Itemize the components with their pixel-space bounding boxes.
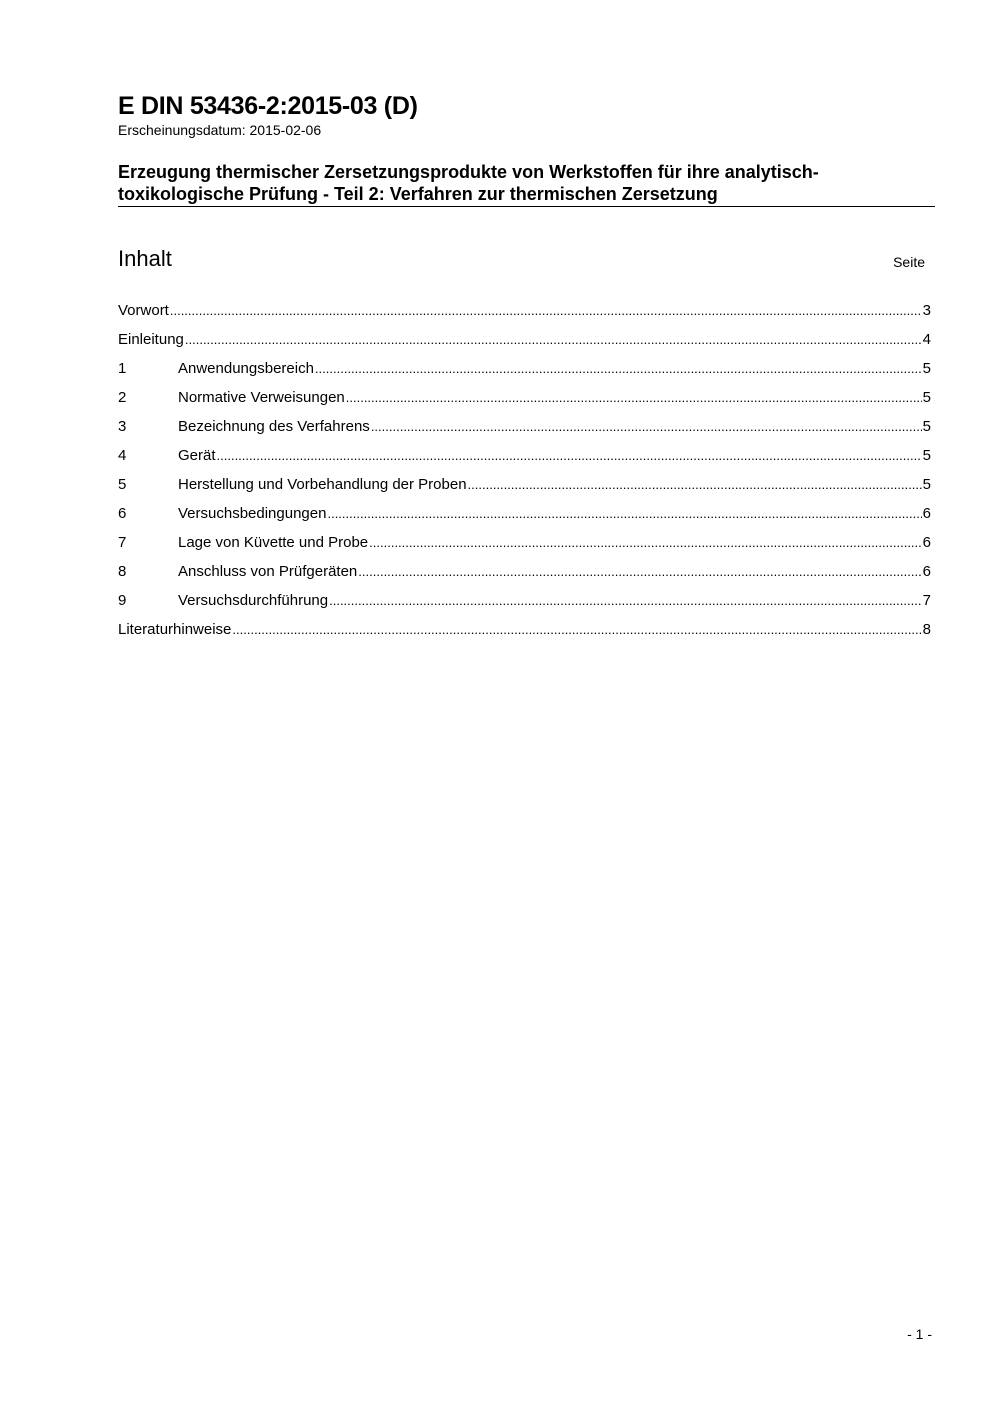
toc-leader-dots [217, 446, 922, 466]
toc-entry-page: 6 [922, 563, 931, 580]
table-of-contents [118, 301, 931, 649]
document-id: E DIN 53436-2:2015-03 (D) [118, 92, 418, 120]
toc-entry-page: 5 [922, 476, 931, 493]
toc-entry-page: 5 [922, 360, 931, 377]
toc-entry-number: 4 [118, 447, 127, 464]
toc-entry-anwendungsbereich[interactable] [118, 359, 931, 388]
toc-entry-title: Normative Verweisungen [178, 389, 345, 406]
toc-entry-page: 5 [922, 447, 931, 464]
toc-leader-dots [468, 475, 922, 495]
toc-leader-dots [371, 417, 922, 437]
toc-entry-page: 8 [922, 621, 931, 638]
toc-leader-dots [170, 301, 922, 321]
toc-heading: Inhalt [118, 246, 172, 271]
toc-entry-lage[interactable] [118, 533, 931, 562]
toc-entry-page: 4 [922, 331, 931, 348]
toc-entry-title: Vorwort [118, 302, 169, 319]
toc-entry-number: 9 [118, 592, 127, 609]
toc-entry-page: 6 [922, 505, 931, 522]
toc-entry-einleitung[interactable] [118, 330, 931, 359]
toc-page-column-label: Seite [893, 254, 925, 270]
page-number-footer: - 1 - [907, 1326, 932, 1342]
toc-entry-number: 6 [118, 505, 127, 522]
toc-leader-dots [232, 620, 921, 640]
toc-entry-number: 5 [118, 476, 127, 493]
toc-entry-page: 7 [922, 592, 931, 609]
toc-entry-anschluss[interactable] [118, 562, 931, 591]
toc-entry-title: Versuchsdurchführung [178, 592, 329, 609]
toc-entry-number: 2 [118, 389, 127, 406]
toc-entry-title: Lage von Küvette und Probe [178, 534, 369, 551]
toc-entry-number: 3 [118, 418, 127, 435]
toc-entry-geraet[interactable] [118, 446, 931, 475]
title-divider [118, 206, 935, 207]
toc-leader-dots [369, 533, 922, 553]
toc-leader-dots [346, 388, 922, 408]
toc-entry-number: 8 [118, 563, 127, 580]
toc-leader-dots [327, 504, 921, 524]
toc-entry-page: 5 [922, 389, 931, 406]
toc-entry-title: Einleitung [118, 331, 184, 348]
document-title: Erzeugung thermischer Zersetzungsprodukte von Werkstoffen für ihre analytisch-toxikologische Prüfung - Teil 2: Verfahren zur thermischen Zersetzung [118, 162, 819, 204]
toc-entry-versuchsbedingungen[interactable] [118, 504, 931, 533]
toc-entry-vorwort[interactable] [118, 301, 931, 330]
toc-leader-dots [185, 330, 922, 350]
toc-entry-number: 7 [118, 534, 127, 551]
toc-entry-title: Bezeichnung des Verfahrens [178, 418, 370, 435]
toc-entry-herstellung[interactable] [118, 475, 931, 504]
toc-entry-title: Versuchsbedingungen [178, 505, 327, 522]
toc-entry-literaturhinweise[interactable] [118, 620, 931, 649]
toc-entry-page: 5 [922, 418, 931, 435]
toc-entry-bezeichnung[interactable] [118, 417, 931, 446]
toc-entry-title: Anschluss von Prüfgeräten [178, 563, 358, 580]
toc-entry-page: 6 [922, 534, 931, 551]
toc-entry-title: Herstellung und Vorbehandlung der Proben [178, 476, 467, 493]
toc-leader-dots [358, 562, 921, 582]
toc-entry-title: Anwendungsbereich [178, 360, 314, 377]
toc-entry-title: Gerät [178, 447, 216, 464]
toc-entry-title: Literaturhinweise [118, 621, 232, 638]
toc-entry-number: 1 [118, 360, 127, 377]
publication-date: Erscheinungsdatum: 2015-02-06 [118, 122, 322, 138]
toc-leader-dots [315, 359, 922, 379]
toc-entry-page: 3 [922, 302, 931, 319]
toc-leader-dots [329, 591, 922, 611]
toc-entry-versuchsdurchfuehrung[interactable] [118, 591, 931, 620]
toc-entry-normative-verweisungen[interactable] [118, 388, 931, 417]
